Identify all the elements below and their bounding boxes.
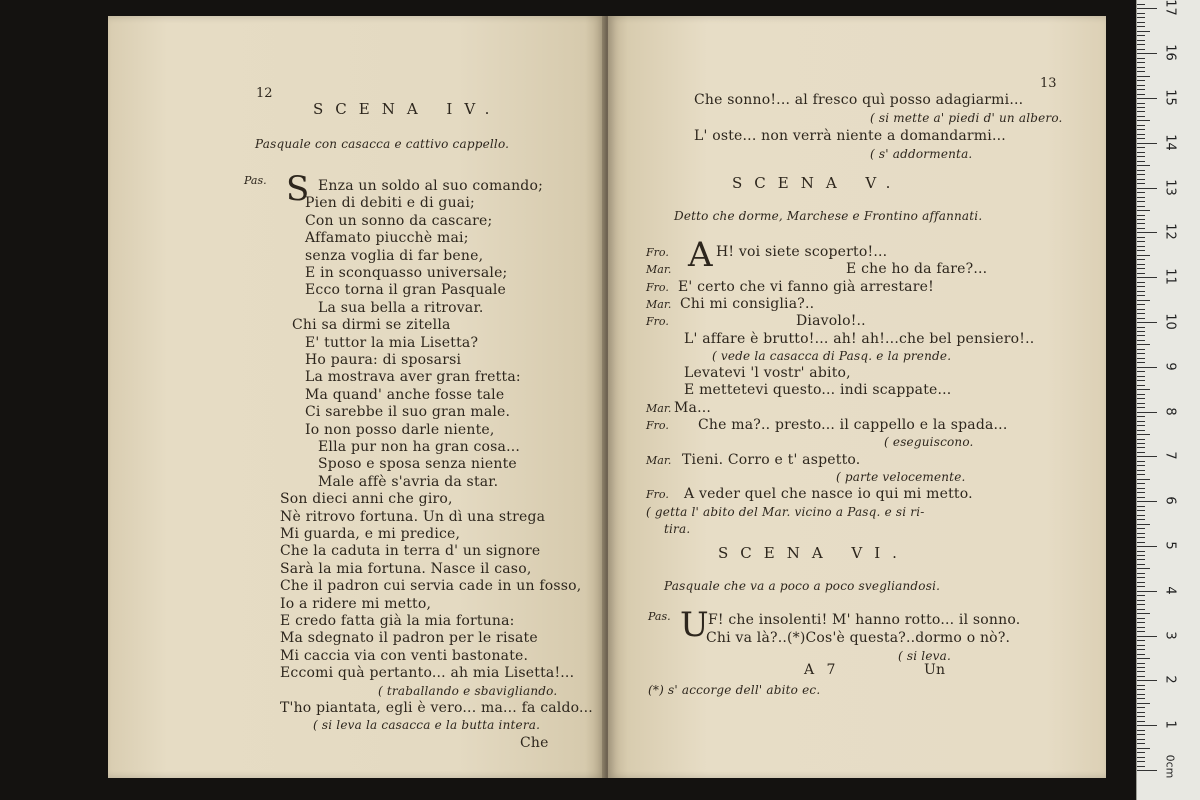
speaker-label: Fro. (646, 315, 669, 329)
ruler-tick (1137, 663, 1145, 664)
ruler-tick (1137, 573, 1145, 574)
dialogue-line: Ma... (674, 399, 712, 416)
dialogue-line: ( parte velocemente. (836, 469, 966, 484)
ruler-tick (1137, 201, 1145, 202)
dialogue-line: H! voi siete scoperto!... (716, 244, 888, 260)
ruler-tick (1137, 519, 1145, 520)
right-page (608, 16, 1106, 778)
ruler-tick (1137, 188, 1157, 189)
ruler-tick (1137, 506, 1145, 507)
ruler-label: 1 (1162, 720, 1178, 729)
ruler-tick (1137, 465, 1145, 466)
dialogue-line: Levatevi 'l vostr' abito, (684, 365, 851, 382)
ruler-tick (1137, 138, 1145, 139)
speaker-label: Mar. (646, 263, 672, 277)
ruler-label: 8 (1162, 406, 1178, 416)
verse-line: Son dieci anni che giro, (280, 491, 453, 508)
scene-heading: SCENA V. (732, 174, 903, 192)
ruler-tick (1137, 537, 1145, 538)
ruler-tick (1137, 546, 1157, 547)
ruler-tick (1137, 694, 1145, 695)
ruler-tick (1137, 192, 1145, 193)
ruler-tick (1137, 524, 1150, 525)
ruler-tick (1137, 564, 1145, 565)
ruler-label: 15 (1162, 89, 1178, 106)
speaker-label: Mar. (646, 401, 672, 415)
ruler-tick (1137, 309, 1145, 310)
ruler-tick (1137, 31, 1150, 32)
ruler-tick (1137, 174, 1145, 175)
ruler-tick (1137, 604, 1145, 605)
ruler-tick (1137, 421, 1145, 422)
ruler-label: 11 (1162, 268, 1178, 285)
ruler-label: 17 (1162, 0, 1178, 17)
ruler-label: 9 (1162, 362, 1178, 371)
ruler-tick (1137, 389, 1150, 390)
dialogue-line: E' certo che vi fanno già arrestare! (678, 278, 934, 295)
verse-line: E credo fatta già la mia fortuna: (280, 613, 515, 629)
ruler-tick (1137, 407, 1145, 408)
ruler-tick (1137, 680, 1157, 681)
ruler-tick (1137, 22, 1145, 23)
ruler-tick (1137, 685, 1145, 686)
ruler-tick (1137, 62, 1145, 63)
ruler-tick (1137, 58, 1145, 59)
dialogue-line: E che ho da fare?... (846, 261, 988, 278)
ruler-tick (1137, 371, 1145, 372)
ruler-tick (1137, 152, 1145, 153)
ruler-tick (1137, 300, 1150, 301)
ruler-tick (1137, 327, 1145, 328)
ruler-tick (1137, 103, 1145, 104)
ruler-tick (1137, 246, 1145, 247)
footnote: (*) s' accorge dell' abito ec. (648, 683, 821, 697)
stage-direction: Pasquale che va a poco a poco svegliandosi. (664, 579, 941, 593)
ruler-tick (1137, 501, 1157, 502)
verse-line: Sposo e sposa senza niente (318, 456, 517, 473)
ruler-tick (1137, 26, 1145, 27)
ruler-label: 3 (1162, 630, 1178, 640)
speaker-label: Fro. (646, 246, 669, 259)
ruler-tick (1137, 698, 1145, 699)
ruler-tick (1137, 497, 1145, 498)
ruler-label: 2 (1162, 675, 1178, 685)
ruler-tick (1137, 595, 1145, 596)
ruler-tick (1137, 416, 1145, 417)
ruler-tick (1137, 636, 1157, 637)
ruler-tick (1137, 13, 1145, 14)
ruler-tick (1137, 322, 1157, 323)
ruler-tick (1137, 304, 1145, 305)
ruler-tick (1137, 331, 1145, 332)
ruler-tick (1137, 542, 1145, 543)
catchword: Un (924, 662, 946, 678)
ruler-label: 16 (1162, 44, 1178, 61)
ruler-tick (1137, 385, 1145, 386)
text-line: ( si mette a' piedi d' un albero. (870, 111, 1063, 125)
speaker-label: Pas. (244, 174, 267, 187)
ruler-tick (1137, 210, 1150, 211)
ruler-tick (1137, 4, 1145, 5)
verse-line: Ella pur non ha gran cosa... (318, 439, 521, 455)
ruler-tick (1137, 470, 1145, 471)
scene-heading: SCENA VI. (718, 544, 909, 562)
verse-line: ( si leva la casacca e la butta intera. (313, 718, 541, 733)
ruler-tick (1137, 232, 1157, 233)
ruler-tick (1137, 649, 1145, 650)
dialogue-line: ( vede la casacca di Pasq. e la prende. (712, 348, 952, 363)
measuring-ruler (1136, 0, 1200, 800)
verse-line: E' tuttor la mia Lisetta? (305, 334, 479, 351)
ruler-tick (1137, 403, 1145, 404)
verse-line: Chi va là?..(*)Cos'è questa?..dormo o nò?. (706, 630, 1011, 646)
page-number: 12 (256, 86, 273, 101)
verse-line: Eccomi quà pertanto... ah mia Lisetta!... (280, 665, 575, 682)
ruler-tick (1137, 241, 1145, 242)
left-page (108, 16, 605, 778)
dialogue-line: tira. (664, 521, 691, 536)
ruler-tick (1137, 358, 1145, 359)
ruler-tick (1137, 551, 1145, 552)
ruler-tick (1137, 367, 1157, 368)
ruler-tick (1137, 510, 1145, 511)
ruler-tick (1137, 228, 1145, 229)
ruler-tick (1137, 143, 1157, 144)
ruler-label: 4 (1162, 586, 1178, 595)
ruler-tick (1137, 716, 1145, 717)
ruler-tick (1137, 98, 1157, 99)
ruler-tick (1137, 591, 1157, 592)
ruler-tick (1137, 255, 1150, 256)
verse-line: Che la caduta in terra d' un signore (280, 543, 541, 560)
ruler-tick (1137, 264, 1145, 265)
ruler-tick (1137, 757, 1145, 758)
ruler-tick (1137, 376, 1145, 377)
open-book (108, 16, 1106, 778)
ruler-tick (1137, 533, 1145, 534)
ruler-tick (1137, 394, 1145, 395)
verse-line: Mi caccia via con venti bastonate. (280, 647, 529, 664)
ruler-tick (1137, 430, 1145, 431)
ruler-tick (1137, 223, 1145, 224)
verse-line: Che (520, 734, 549, 751)
ruler-tick (1137, 129, 1145, 130)
ruler-tick (1137, 40, 1145, 41)
ruler-tick (1137, 282, 1145, 283)
ruler-tick (1137, 618, 1145, 619)
ruler-tick (1137, 295, 1145, 296)
verse-line: Con un sonno da cascare; (305, 212, 493, 229)
ruler-tick (1137, 748, 1150, 749)
ruler-tick (1137, 291, 1145, 292)
ruler-tick (1137, 658, 1150, 659)
ruler-tick (1137, 89, 1145, 90)
verse-line: Enza un soldo al suo comando; (318, 178, 543, 194)
ruler-tick (1137, 49, 1145, 50)
dialogue-line: Che ma?.. presto... il cappello e la spada... (698, 417, 1008, 433)
ruler-label: 12 (1162, 223, 1178, 241)
ruler-tick (1137, 313, 1145, 314)
ruler-tick (1137, 479, 1150, 480)
ruler-tick (1137, 107, 1145, 108)
scene-heading: SCENA IV. (313, 100, 502, 118)
ruler-tick (1137, 170, 1145, 171)
verse-line: Nè ritrovo fortuna. Un dì una strega (280, 508, 546, 525)
ruler-tick (1137, 353, 1145, 354)
speaker-label: Fro. (646, 419, 669, 432)
verse-line: E in sconquasso universale; (305, 265, 508, 281)
ruler-tick (1137, 586, 1145, 587)
dialogue-line: L' affare è brutto!... ah! ah!...che bel pensiero!.. (684, 330, 1035, 347)
ruler-tick (1137, 667, 1145, 668)
ruler-tick (1137, 94, 1145, 95)
drop-cap: A (688, 235, 713, 275)
verse-line: La mostrava aver gran fretta: (305, 369, 521, 386)
drop-cap: U (680, 605, 709, 645)
verse-line: ( si leva. (898, 649, 951, 663)
ruler-tick (1137, 766, 1145, 767)
ruler-tick (1137, 362, 1145, 363)
dialogue-line: Chi mi consiglia?.. (680, 295, 815, 312)
ruler-tick (1137, 344, 1150, 345)
ruler-tick (1137, 613, 1150, 614)
ruler-tick (1137, 71, 1145, 72)
ruler-tick (1137, 412, 1157, 413)
ruler-tick (1137, 492, 1145, 493)
page-number: 13 (1040, 76, 1057, 91)
ruler-tick (1137, 44, 1145, 45)
verse-line: Io a ridere mi metto, (280, 595, 432, 612)
ruler-tick (1137, 483, 1145, 484)
verse-line: La sua bella a ritrovar. (318, 299, 484, 316)
text-line: Che sonno!... al fresco quì posso adagiarmi... (694, 92, 1024, 108)
verse-line: Sarà la mia fortuna. Nasce il caso, (280, 560, 532, 577)
verse-line: Mi guarda, e mi predice, (280, 526, 461, 542)
ruler-label: 14 (1162, 134, 1178, 151)
verse-line: F! che insolenti! M' hanno rotto... il sonno. (708, 612, 1021, 628)
ruler-tick (1137, 515, 1145, 516)
ruler-tick (1137, 609, 1145, 610)
ruler-tick (1137, 730, 1145, 731)
verse-line: Chi sa dirmi se zitella (292, 317, 451, 334)
text-line: L' oste... non verrà niente a domandarmi... (694, 128, 1006, 144)
verse-line: Pien di debiti e di guai; (305, 195, 475, 212)
drop-cap: S (286, 169, 310, 209)
verse-line: ( traballando e sbavigliando. (378, 683, 558, 698)
ruler-tick (1137, 439, 1145, 440)
ruler-tick (1137, 752, 1145, 753)
ruler-tick (1137, 147, 1145, 148)
ruler-tick (1137, 474, 1145, 475)
ruler-tick (1137, 183, 1145, 184)
ruler-tick (1137, 452, 1145, 453)
ruler-tick (1137, 8, 1157, 9)
ruler-tick (1137, 286, 1145, 287)
ruler-label: 7 (1162, 451, 1178, 461)
speaker-label: Fro. (646, 280, 669, 294)
ruler-tick (1137, 631, 1145, 632)
speaker-label: Mar. (646, 453, 672, 467)
signature-mark: A 7 (804, 662, 840, 678)
ruler-tick (1137, 318, 1145, 319)
dialogue-line: ( eseguiscono. (884, 435, 974, 450)
ruler-label: 13 (1162, 178, 1178, 196)
ruler-tick (1137, 676, 1145, 677)
ruler-tick (1137, 273, 1145, 274)
ruler-tick (1137, 340, 1145, 341)
ruler-tick (1137, 600, 1145, 601)
ruler-tick (1137, 559, 1145, 560)
stage-direction: Pasquale con casacca e cattivo cappello. (255, 137, 510, 151)
verse-line: Affamato piucchè mai; (305, 230, 469, 247)
ruler-tick (1137, 237, 1145, 238)
dialogue-line: ( getta l' abito del Mar. vicino a Pasq. e si ri- (646, 504, 925, 519)
verse-line: T'ho piantata, egli è vero... ma... fa caldo... (280, 700, 593, 716)
ruler-tick (1137, 85, 1145, 86)
ruler-tick (1137, 165, 1150, 166)
ruler-unit: 0cm (1163, 754, 1177, 779)
ruler-tick (1137, 17, 1145, 18)
stage-direction: Detto che dorme, Marchese e Frontino affannati. (674, 209, 983, 223)
ruler-tick (1137, 277, 1157, 278)
ruler-tick (1137, 111, 1145, 112)
ruler-tick (1137, 739, 1145, 740)
ruler-tick (1137, 259, 1145, 260)
ruler-tick (1137, 443, 1145, 444)
ruler-tick (1137, 125, 1145, 126)
ruler-tick (1137, 725, 1157, 726)
verse-line: Io non posso darle niente, (305, 421, 495, 438)
ruler-tick (1137, 215, 1145, 216)
text-line: ( s' addormenta. (870, 147, 973, 161)
ruler-tick (1137, 528, 1145, 529)
ruler-tick (1137, 349, 1145, 350)
speaker-label: Mar. (646, 297, 672, 311)
ruler-tick (1137, 645, 1145, 646)
ruler-tick (1137, 76, 1150, 77)
ruler-tick (1137, 447, 1145, 448)
ruler-tick (1137, 156, 1145, 157)
ruler-tick (1137, 35, 1145, 36)
ruler-label: 5 (1162, 541, 1178, 550)
ruler-tick (1137, 179, 1145, 180)
ruler-tick (1137, 488, 1145, 489)
ruler-tick (1137, 197, 1145, 198)
ruler-label: 6 (1162, 496, 1178, 505)
verse-line: Ho paura: di sposarsi (305, 352, 462, 368)
ruler-tick (1137, 425, 1145, 426)
verse-line: Ma quand' anche fosse tale (305, 386, 505, 403)
ruler-tick (1137, 434, 1150, 435)
ruler-tick (1137, 116, 1145, 117)
ruler-tick (1137, 268, 1145, 269)
ruler-tick (1137, 80, 1145, 81)
ruler-tick (1137, 703, 1150, 704)
ruler-tick (1137, 250, 1145, 251)
ruler-label: 10 (1162, 313, 1178, 330)
dialogue-line: A veder quel che nasce io qui mi metto. (684, 486, 973, 503)
ruler-tick (1137, 622, 1145, 623)
ruler-tick (1137, 555, 1145, 556)
ruler-tick (1137, 398, 1145, 399)
ruler-tick (1137, 743, 1145, 744)
verse-line: Che il padron cui servia cade in un fosso, (280, 578, 582, 595)
ruler-tick (1137, 770, 1157, 771)
ruler-tick (1137, 161, 1145, 162)
ruler-tick (1137, 689, 1145, 690)
ruler-tick (1137, 671, 1145, 672)
ruler-tick (1137, 761, 1145, 762)
ruler-tick (1137, 335, 1145, 336)
ruler-tick (1137, 627, 1145, 628)
verse-line: Male affè s'avria da star. (318, 473, 499, 490)
ruler-tick (1137, 219, 1145, 220)
verse-line: senza voglia di far bene, (305, 247, 484, 264)
verse-line: Ci sarebbe il suo gran male. (305, 404, 511, 421)
verse-line: Ma sdegnato il padron per le risate (280, 630, 538, 647)
ruler-tick (1137, 67, 1145, 68)
speaker-label: Pas. (648, 610, 671, 623)
ruler-tick (1137, 461, 1145, 462)
ruler-tick (1137, 568, 1150, 569)
ruler-tick (1137, 577, 1145, 578)
ruler-tick (1137, 456, 1157, 457)
ruler-tick (1137, 53, 1157, 54)
ruler-tick (1137, 380, 1145, 381)
ruler-tick (1137, 582, 1145, 583)
ruler-tick (1137, 206, 1145, 207)
ruler-tick (1137, 654, 1145, 655)
ruler-tick (1137, 120, 1150, 121)
verse-line: Ecco torna il gran Pasquale (305, 282, 507, 299)
dialogue-line: Tieni. Corro e t' aspetto. (682, 451, 861, 468)
ruler-tick (1137, 734, 1145, 735)
ruler-tick (1137, 721, 1145, 722)
ruler-tick (1137, 712, 1145, 713)
ruler-tick (1137, 640, 1145, 641)
speaker-label: Fro. (646, 488, 669, 502)
ruler-tick (1137, 707, 1145, 708)
ruler-tick (1137, 134, 1145, 135)
dialogue-line: Diavolo!.. (796, 313, 866, 330)
dialogue-line: E mettetevi questo... indi scappate... (684, 382, 952, 399)
